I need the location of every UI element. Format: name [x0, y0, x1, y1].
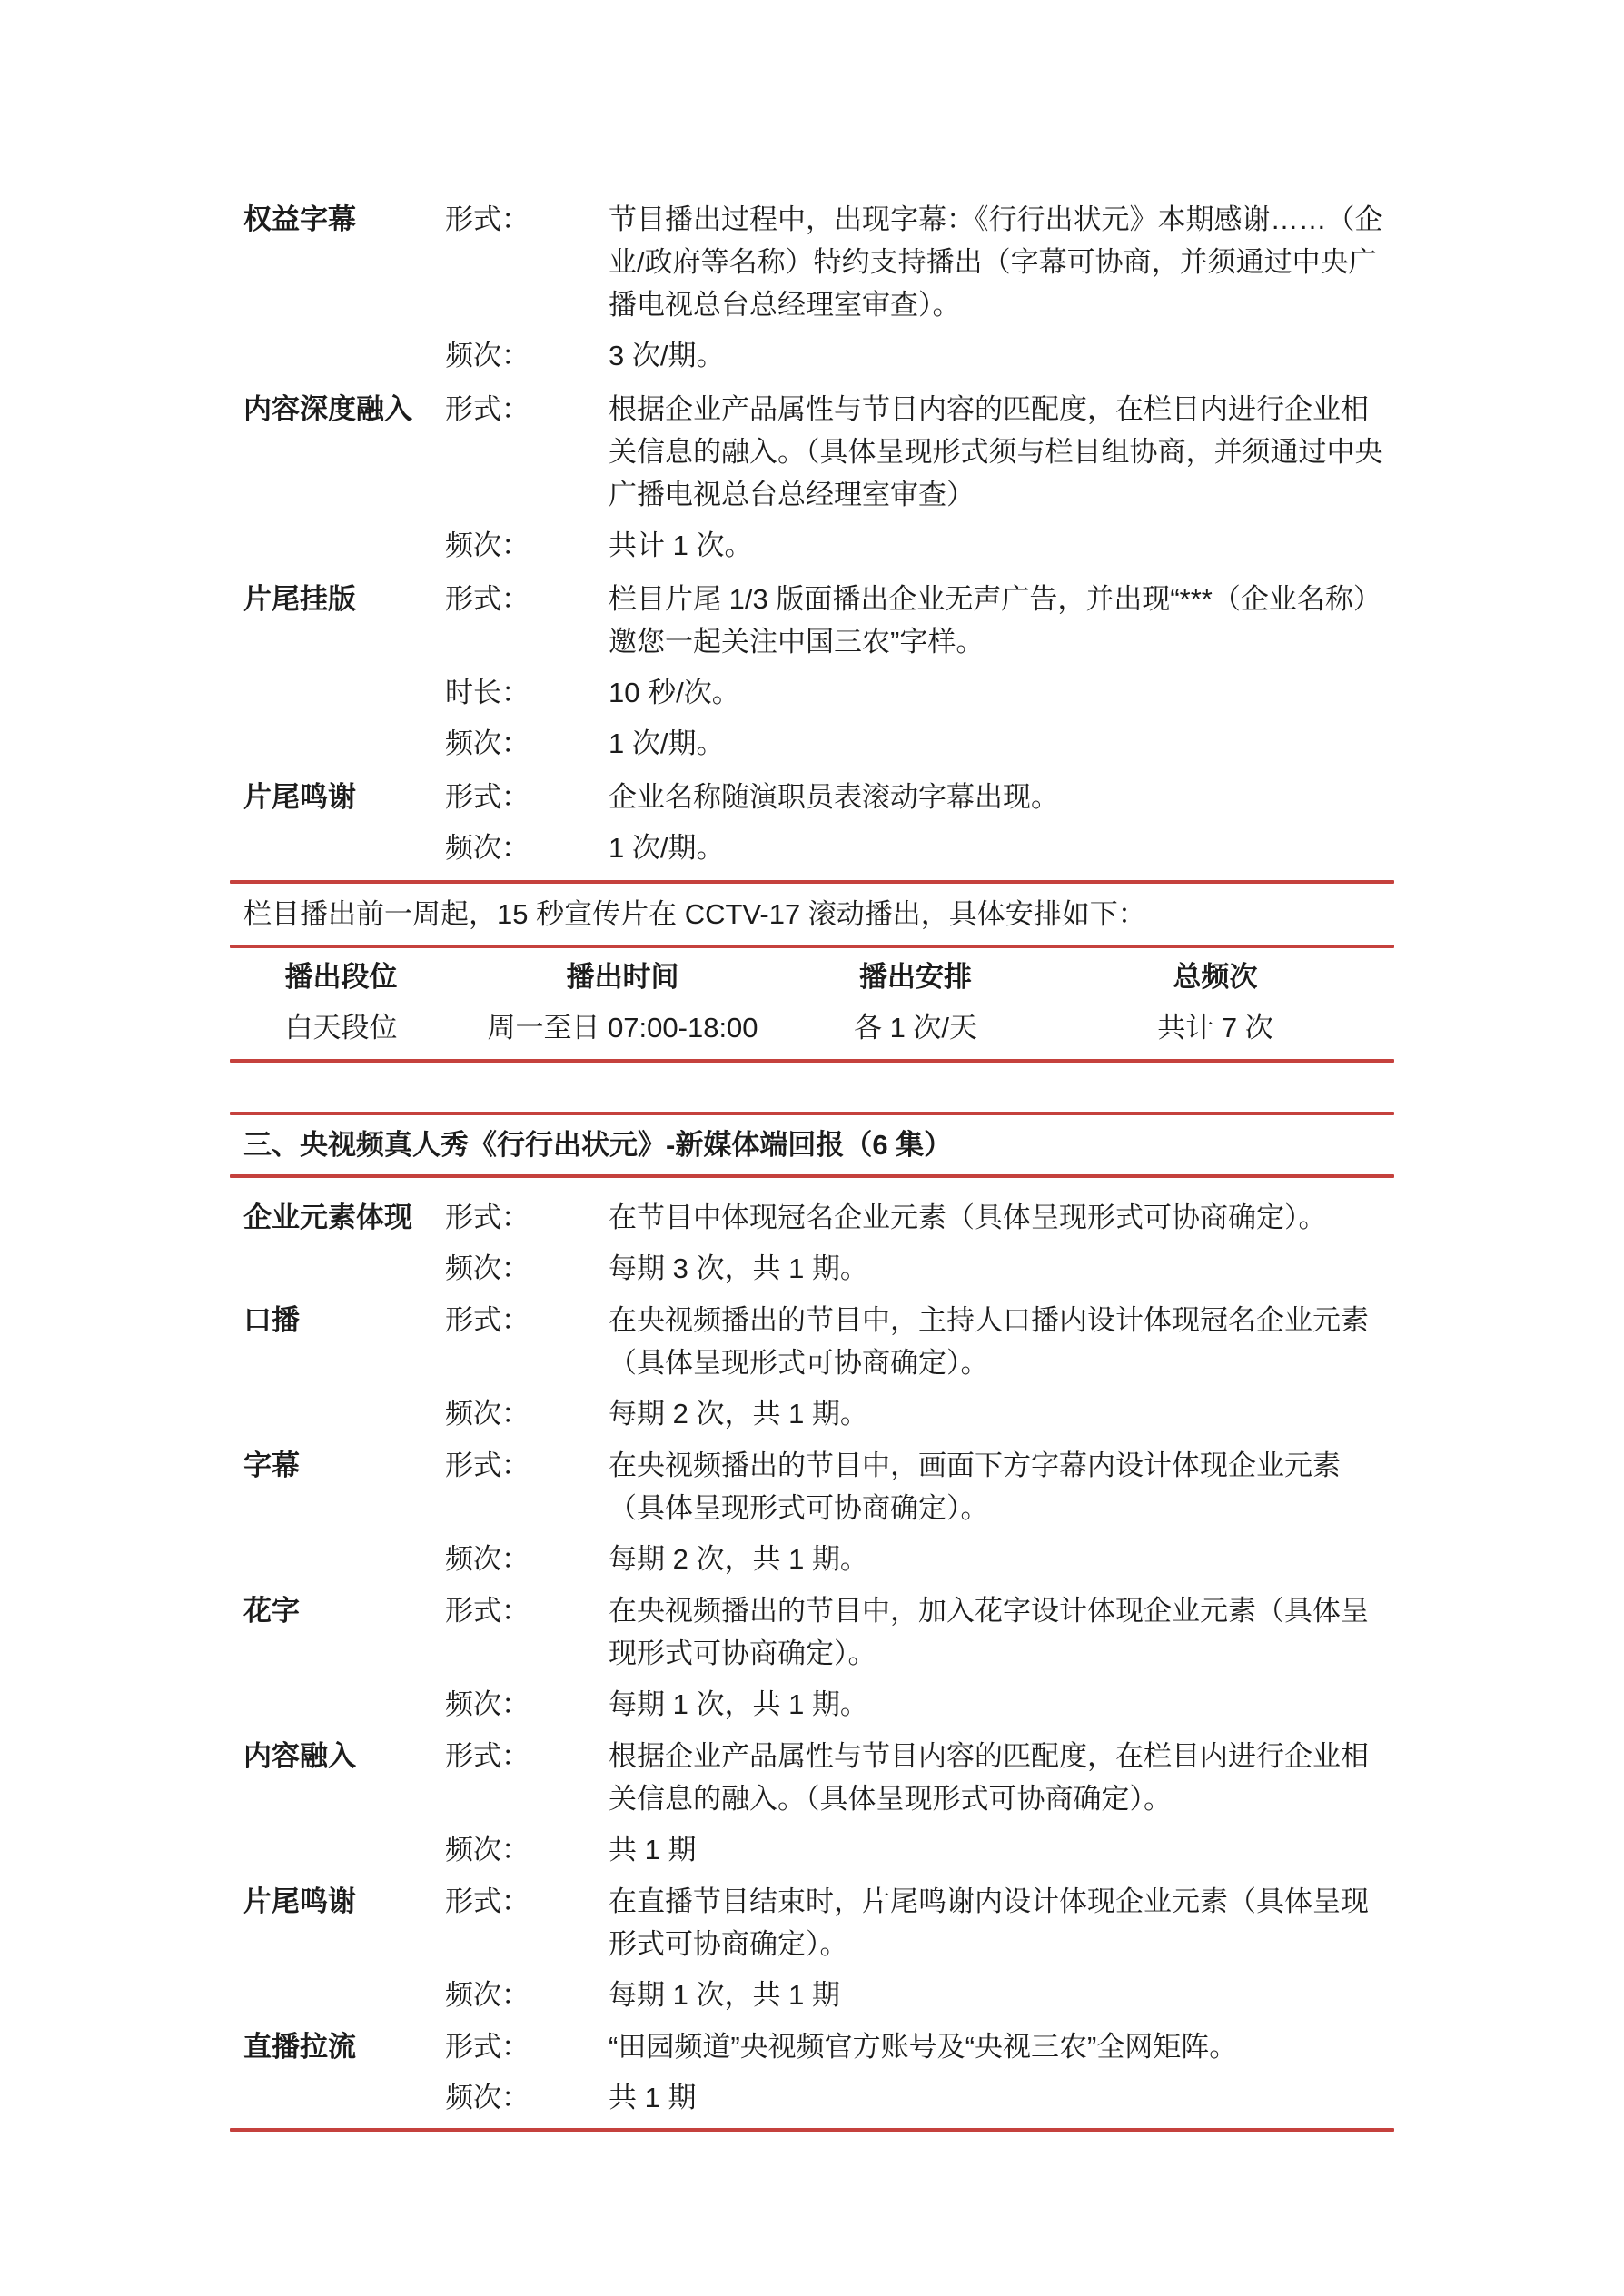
field-key: 形式：: [445, 393, 530, 425]
field-key: 频次：: [445, 529, 530, 561]
field-value: 在央视频播出的节目中，画面下方字幕内设计体现企业元素（具体呈现形式可协商确定）。: [609, 1450, 1341, 1524]
media-row-qiye-yuansu-tixian: [230, 1196, 1394, 1290]
row-label: 企业元素体现: [243, 1202, 412, 1233]
row-label: 字幕: [243, 1450, 300, 1481]
field-key: 频次：: [445, 1688, 530, 1720]
field-key: 形式：: [445, 781, 530, 813]
field-key: 频次：: [445, 1834, 530, 1866]
field-value: 企业名称随演职员表滚动字幕出现。: [609, 781, 1059, 813]
field-value: 栏目片尾 1/3 版面播出企业无声广告，并出现“***（企业名称）邀您一起关注中国三农”字样。: [609, 583, 1381, 658]
field-value: 根据企业产品属性与节目内容的匹配度，在栏目内进行企业相关信息的融入。（具体呈现形式可协商确定）。: [609, 1740, 1369, 1815]
divider-line: [230, 1174, 1394, 1178]
field-key: 频次：: [445, 1979, 530, 2011]
rights-row-pianwei-mingxie: [230, 776, 1394, 869]
row-label: 片尾挂版: [243, 583, 356, 615]
table-header-cell: 播出安排: [859, 961, 972, 993]
media-row-koubo: [230, 1299, 1394, 1435]
table-header-cell: 播出段位: [284, 961, 398, 993]
media-row-zhibo-laliu: [230, 2025, 1394, 2119]
field-value: 共 1 期: [609, 2082, 697, 2113]
row-label: 片尾鸣谢: [243, 1885, 356, 1917]
promo-schedule-table: [230, 948, 1394, 1059]
field-key: 形式：: [445, 1740, 530, 1772]
field-key: 频次：: [445, 2082, 530, 2113]
field-key: 频次：: [445, 1398, 530, 1430]
field-value: 10 秒/次。: [609, 677, 740, 708]
field-value: 在直播节目结束时，片尾鸣谢内设计体现企业元素（具体呈现形式可协商确定）。: [609, 1885, 1369, 1960]
field-key: 形式：: [445, 1304, 530, 1336]
field-key: 频次：: [445, 832, 530, 864]
row-label: 直播拉流: [243, 2031, 356, 2063]
media-row-neirong-rongru: [230, 1735, 1394, 1871]
row-label: 内容深度融入: [243, 393, 412, 425]
field-value: 1 次/期。: [609, 832, 725, 864]
field-value: 1 次/期。: [609, 727, 725, 759]
field-key: 时长：: [445, 677, 530, 708]
table-cell: 共计 7 次: [1157, 1012, 1273, 1044]
field-value: 根据企业产品属性与节目内容的匹配度，在栏目内进行企业相关信息的融入。（具体呈现形式须与栏目组协商，并须通过中央广播电视总台总经理室审查）: [609, 393, 1383, 510]
field-value: 节目播出过程中，出现字幕：《行行出状元》本期感谢……（企业/政府等名称）特约支持播出（字幕可协商，并须通过中央广播电视总台总经理室审查）。: [609, 203, 1383, 321]
row-label: 内容融入: [243, 1740, 356, 1772]
field-value: 每期 1 次，共 1 期。: [609, 1688, 868, 1720]
field-value: 在央视频播出的节目中，加入花字设计体现企业元素（具体呈现形式可协商确定）。: [609, 1595, 1369, 1669]
section3-heading-block: [230, 1112, 1394, 1178]
media-row-pianwei-mingxie: [230, 1880, 1394, 2016]
field-key: 形式：: [445, 2031, 530, 2063]
divider-line: [230, 2128, 1394, 2132]
row-label: 片尾鸣谢: [243, 781, 356, 813]
row-label: 口播: [243, 1304, 300, 1336]
section3-rows: [230, 1196, 1394, 2119]
field-value: 共计 1 次。: [609, 529, 753, 561]
rights-row-neirong-shendu-rongru: [230, 388, 1394, 567]
field-value: 在央视频播出的节目中，主持人口播内设计体现冠名企业元素（具体呈现形式可协商确定）。: [609, 1304, 1369, 1379]
table-cell: 周一至日 07:00-18:00: [487, 1012, 758, 1044]
field-value: “田园频道”央视频官方账号及“央视三农”全网矩阵。: [609, 2031, 1238, 2063]
row-label: 权益字幕: [243, 203, 356, 235]
field-key: 形式：: [445, 1202, 530, 1233]
field-key: 频次：: [445, 1252, 530, 1284]
field-key: 形式：: [445, 1885, 530, 1917]
field-value: 每期 3 次，共 1 期。: [609, 1252, 868, 1284]
rights-row-pianwei-guaban: [230, 578, 1394, 765]
media-row-zimu: [230, 1444, 1394, 1580]
table-header-cell: 播出时间: [566, 961, 679, 993]
row-label: 花字: [243, 1595, 300, 1627]
promo-intro-text: 栏目播出前一周起，15 秒宣传片在 CCTV-17 滚动播出，具体安排如下：: [243, 898, 1146, 930]
rights-row-quanyi-zimu: [230, 198, 1394, 377]
field-value: 每期 2 次，共 1 期。: [609, 1543, 868, 1575]
field-key: 形式：: [445, 1595, 530, 1627]
field-key: 形式：: [445, 1450, 530, 1481]
table-cell: 各 1 次/天: [853, 1012, 978, 1044]
field-key: 频次：: [445, 340, 530, 371]
table-header-cell: 总频次: [1173, 961, 1258, 993]
document-content: [230, 198, 1394, 2132]
field-key: 频次：: [445, 1543, 530, 1575]
field-key: 频次：: [445, 727, 530, 759]
field-value: 3 次/期。: [609, 340, 725, 371]
media-row-huazi: [230, 1589, 1394, 1726]
section3-heading: 三、央视频真人秀《行行出状元》-新媒体端回报（6 集）: [243, 1129, 953, 1161]
section-gap: [230, 1063, 1394, 1112]
field-value: 共 1 期: [609, 1834, 697, 1866]
field-value: 每期 2 次，共 1 期。: [609, 1398, 868, 1430]
table-cell: 白天段位: [284, 1012, 398, 1044]
field-key: 形式：: [445, 583, 530, 615]
field-value: 每期 1 次，共 1 期: [609, 1979, 840, 2011]
field-key: 形式：: [445, 203, 530, 235]
field-value: 在节目中体现冠名企业元素（具体呈现形式可协商确定）。: [609, 1202, 1327, 1233]
